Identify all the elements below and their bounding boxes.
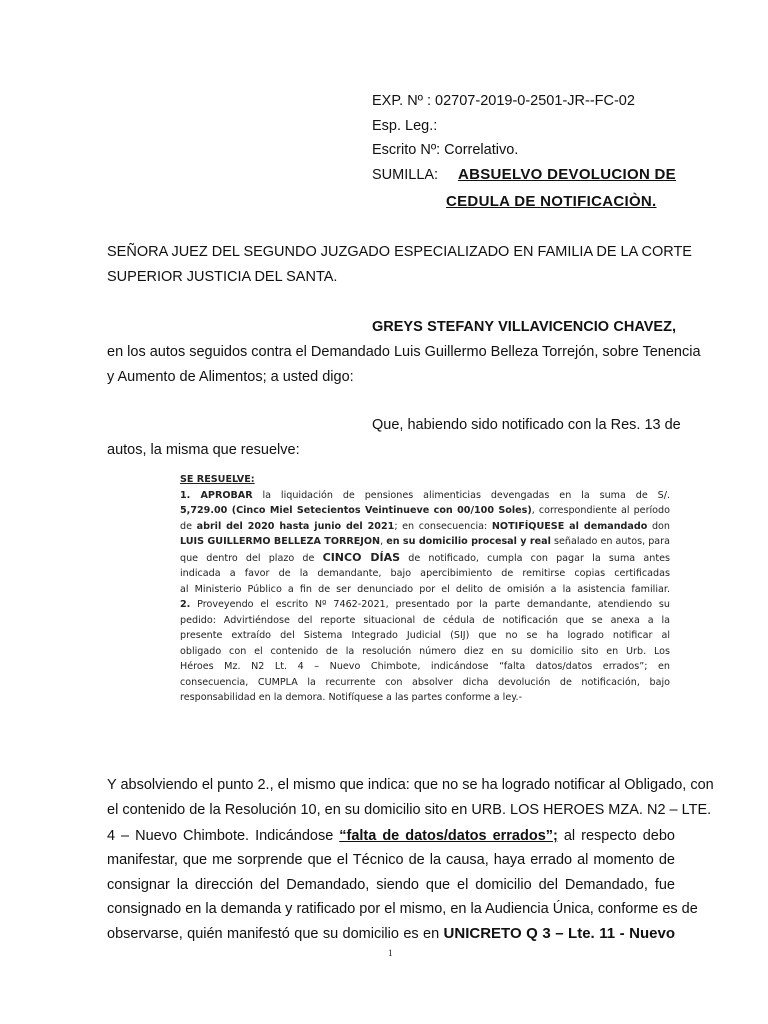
body-line-3: 4 – Nuevo Chimbote. Indicándose “falta de datos/datos errados”; al respecto debo (107, 828, 675, 844)
resolution-p2-line-1: 2. Proveyendo el escrito Nº 7462-2021, presentado por la parte demandante, atendiendo su (180, 599, 670, 610)
resolution-p1-line-5: que dentro del plazo de CINCO DÍAS de notificado, cumpla con pagar la suma antes (180, 550, 670, 564)
party-name: GREYS STEFANY VILLAVICENCIO CHAVEZ, (372, 319, 676, 335)
resolution-p1-line-4: LUIS GUILLERMO BELLEZA TORREJON, en su domicilio procesal y real señalado en autos, para (180, 536, 671, 547)
resolution-p1-line-6: indicada a favor de la demandante, bajo apercibimiento de remitirse copias certificadas (180, 568, 670, 579)
party-line-2: y Aumento de Alimentos; a usted digo: (107, 369, 354, 385)
resolution-p2-line-3: presente extraído del Sistema Integrado Judicial (SIJ) que no se ha logrado notificar al (180, 630, 670, 641)
body-line-7: observarse, quién manifestó que su domicilio es en UNICRETO Q 3 – Lte. 11 - Nuevo (107, 925, 675, 942)
sumilla-line (372, 166, 676, 184)
sumilla-title-1: ABSUELVO DEVOLUCION DE (457, 166, 676, 183)
resolution-p1-line-2: 5,729.00 (Cinco Miel Setecientos Veintinueve con 00/100 Soles), correspondiente al período (180, 505, 671, 516)
body-line-1: Y absolviendo el punto 2., el mismo que indica: que no se ha logrado notificar al Obligado, con (107, 777, 714, 793)
addressee-line-2: SUPERIOR JUSTICIA DEL SANTA. (107, 269, 338, 285)
body-line-6: consignado en la demanda y ratificado por el mismo, en la Audiencia Única, conforme es de (107, 901, 698, 917)
resolution-p1-line-3: de abril del 2020 hasta junio del 2021; en consecuencia: NOTIFÍQUESE al demandado don (180, 520, 670, 532)
especialista-legal: Esp. Leg.: (372, 118, 438, 134)
resolution-p2-line-5: Héroes Mz. N2 Lt. 4 – Nuevo Chimbote, indicándose “falta datos/datos errados”; en (180, 661, 670, 672)
resolution-p2-line-7: responsabilidad en la demora. Notifíquese a las partes conforme a ley.- (180, 692, 523, 703)
resolution-p2-line-4: obligado con el contenido de la resolución número diez en su domicilio sito en Urb. Los (180, 645, 670, 657)
intro-line-2: autos, la misma que resuelve: (107, 442, 300, 458)
sumilla-label: SUMILLA: (372, 167, 439, 183)
intro-line-1: Que, habiendo sido notificado con la Res. 13 de (372, 417, 681, 433)
addressee-line-1: SEÑORA JUEZ DEL SEGUNDO JUZGADO ESPECIALIZADO EN FAMILIA DE LA CORTE (107, 244, 692, 260)
body-line-5: consignar la dirección del Demandado, siendo que el domicilio del Demandado, fue (107, 877, 675, 893)
resolution-p2-line-2: pedido: Advirtiéndose del reporte situacional de cédula de notificación que se anexa a la (180, 614, 670, 626)
resolution-heading: SE RESUELVE: (180, 474, 255, 485)
resolution-p2-line-6: consecuencia, CUMPLA la recurrente con absolver dicha devolución de notificación, bajo (180, 676, 670, 688)
escrito-number: Escrito Nº: Correlativo. (372, 142, 519, 158)
party-line-1: en los autos seguidos contra el Demandado Luis Guillermo Belleza Torrejón, sobre Tenencia (107, 344, 701, 360)
sumilla-title-2: CEDULA DE NOTIFICACIÒN. (446, 193, 657, 210)
resolution-p1-line-7: al Ministerio Público a fin de ser denunciado por el delito de omisión a la asistencia familiar. (180, 583, 670, 595)
resolution-excerpt (180, 472, 670, 706)
body-line-4: manifestar, que me sorprende que el Técnico de la causa, haya errado al momento de (107, 852, 675, 868)
page-number: 1 (388, 948, 393, 958)
expediente-number: EXP. Nº : 02707-2019-0-2501-JR--FC-02 (372, 93, 635, 109)
sumilla-title-2-line (446, 193, 657, 211)
body-line-2: el contenido de la Resolución 10, en su domicilio sito en URB. LOS HEROES MZA. N2 – LTE. (107, 802, 712, 818)
resolution-p1-line-1: 1. APROBAR la liquidación de pensiones alimenticias devengadas en la suma de S/. (180, 489, 670, 501)
